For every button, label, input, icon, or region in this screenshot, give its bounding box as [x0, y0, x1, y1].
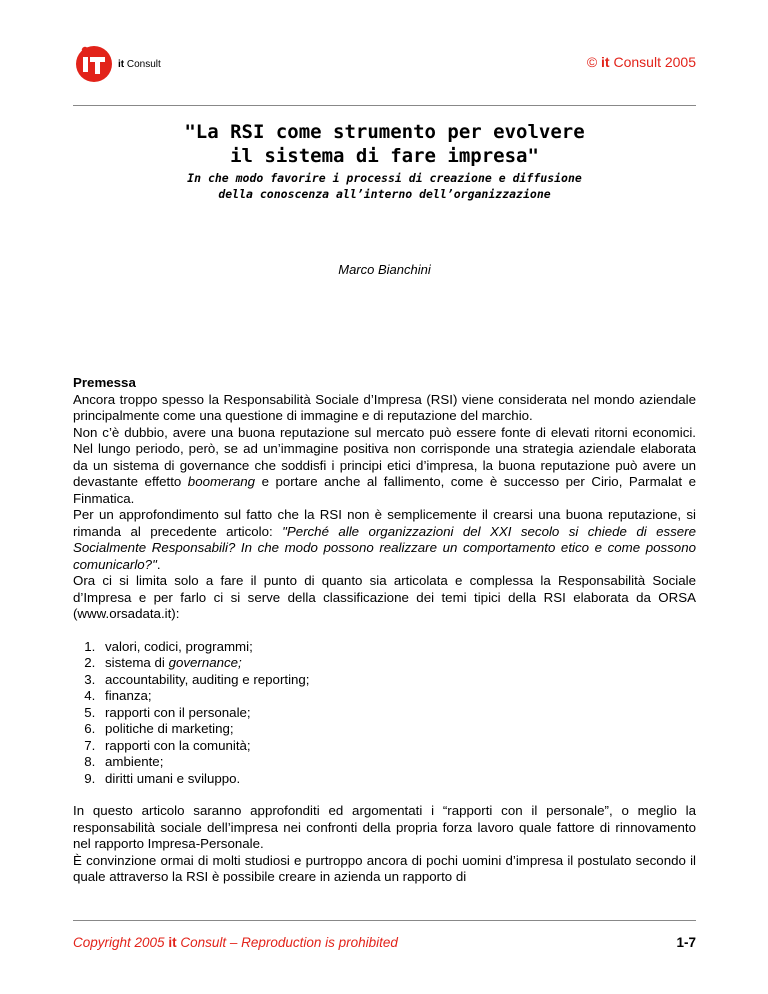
- paragraph: Non c’è dubbio, avere una buona reputazione sul mercato può essere fonte di elevati ritorni economici. Nel lungo periodo, però, se ad un’immagine positiva non corrisponde una strategia aziendale elaborata da un sistema di governance che soddisfi i principi etici d’impresa, la buona reputazione può avere un devastante effetto boomerang e portare anche al fallimento, come è successo per Cirio, Parmalat e Finmatica.: [73, 424, 696, 506]
- list-item: 4. finanza;: [99, 688, 696, 705]
- section-heading: Premessa: [73, 375, 136, 390]
- body-text: [73, 375, 696, 886]
- brand-name: it Consult: [118, 59, 161, 70]
- page-number: 1-7: [676, 935, 696, 950]
- author: Marco Bianchini: [338, 262, 431, 277]
- themes-list: [73, 639, 696, 788]
- list-item: 8. ambiente;: [99, 754, 696, 771]
- paragraph: Ancora troppo spesso la Responsabilità Sociale d’Impresa (RSI) viene considerata nel mondo aziendale principalmente come una questione di immagine e di reputazione del marchio.: [73, 391, 696, 423]
- paragraph: In questo articolo saranno approfonditi ed argomentati i “rapporti con il personale”, o meglio la responsabilità sociale dell’impresa nei confronti della propria forza lavoro quale fattore di rinnovamento nel rapporto Impresa-Personale.: [73, 803, 696, 851]
- paragraph: Ora ci si limita solo a fare il punto di quanto sia articolata e complessa la Responsabilità Sociale d’Impresa e per farlo ci si serve della classificazione dei temi tipici della RSI elaborata da ORSA (www.orsadata.it):: [73, 573, 696, 621]
- paragraph: È convinzione ormai di molti studiosi e purtroppo ancora di pochi uomini d’impresa il postulato secondo il quale attraverso la RSI è possibile creare in azienda un rapporto di: [73, 852, 696, 884]
- footer-copyright: Copyright 2005 it Consult – Reproduction is prohibited: [73, 935, 398, 950]
- list-item: 3. accountability, auditing e reporting;: [99, 672, 696, 689]
- list-item: 5. rapporti con il personale;: [99, 705, 696, 722]
- header-rule: [73, 105, 696, 106]
- paragraph: Per un approfondimento sul fatto che la RSI non è semplicemente il crearsi una buona reputazione, si rimanda al precedente articolo: "Perché alle organizzazioni del XXI secolo si chiede di essere Socialmente Responsabili? In che modo possono realizzare un comportamento etico e come possono comunicarlo?".: [73, 507, 696, 572]
- list-item: 2. sistema di governance;: [99, 655, 696, 672]
- list-item: 7. rapporti con la comunità;: [99, 738, 696, 755]
- document-title: "La RSI come strumento per evolvere il sistema di fare impresa": [184, 121, 585, 167]
- footer-rule: [73, 920, 696, 921]
- list-item: 9. diritti umani e sviluppo.: [99, 771, 696, 788]
- list-item: 1. valori, codici, programmi;: [99, 639, 696, 656]
- document-subtitle: In che modo favorire i processi di creazione e diffusione della conoscenza all’interno dell’organizzazione: [187, 171, 582, 201]
- list-item: 6. politiche di marketing;: [99, 721, 696, 738]
- it-consult-logo: [74, 43, 114, 83]
- header-copyright: © it Consult 2005: [586, 54, 696, 70]
